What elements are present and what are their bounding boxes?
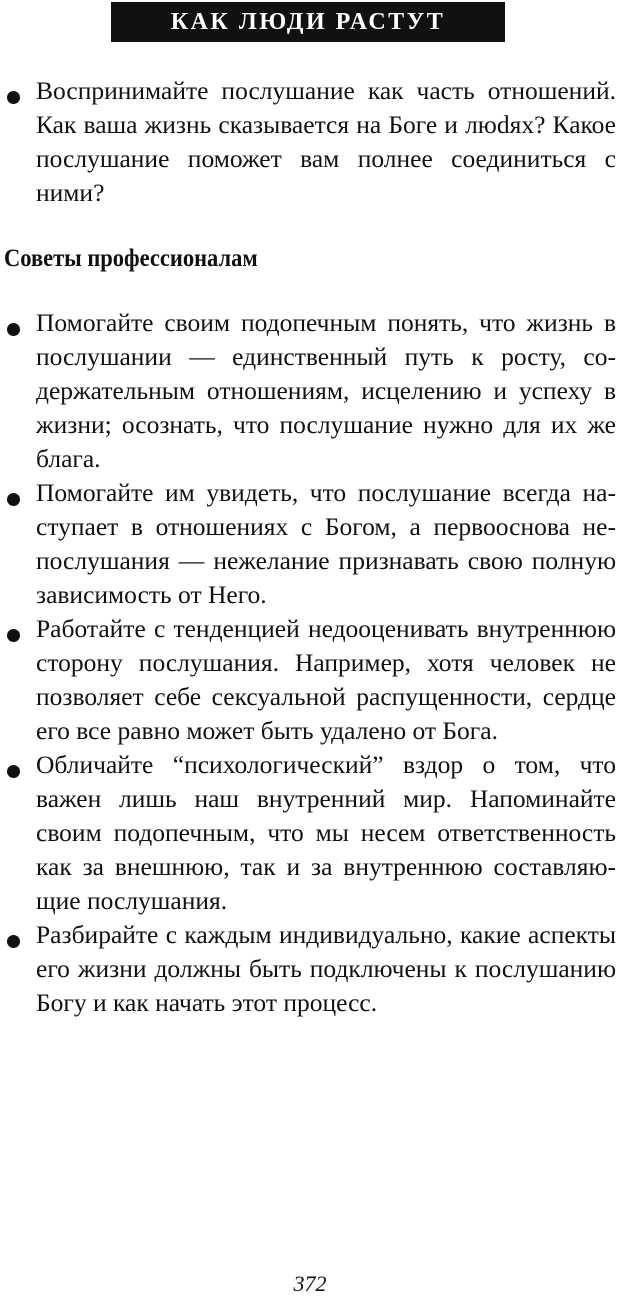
bullet-dot-icon [7,493,20,506]
bullet-dot-icon [7,765,20,778]
bullet-text: Помогайте им увидеть, что послушание всегда наступает в отношениях с Богом, а первооснова непослушания — нежелание признавать свою полную зависимость от Него. [36,478,616,609]
bullet-item [0,918,620,1020]
bullet-text: Разбирайте с каждым индивидуально, какие аспекты его жизни должны быть подключены к послушанию Богу и как начать этот процесс. [36,920,616,1017]
running-header: КАК ЛЮДИ РАСТУТ [111,2,505,42]
bullet-item [0,748,620,918]
section-heading: Советы профессионалам [4,245,258,272]
bullet-dot-icon [7,323,20,336]
page-number: 372 [293,1271,327,1296]
bullet-item [0,306,620,476]
bullet-dot-icon [7,935,20,948]
bullet-item [0,612,620,748]
bullet-text: Работайте с тенденцией недооценивать внутреннюю сторону послушания. Например, хотя человек не позволяет себе сексуальной распущенности, сердце его все равно может быть удалено от Бога. [36,614,616,745]
bullet-text: Обличайте “психологический” вздор о том, что важен лишь наш внутренний мир. Напоминайте своим подопечным, что мы несем ответственность как за внешнюю, так и за внутреннюю составляющие послушания. [36,750,616,915]
intro-bullet-list [0,74,620,210]
bullet-text: Воспринимайте послушание как часть отношений. Как ваша жизнь сказывается на Боге и люdях? Какое послушание поможет вам полнее соединиться с ними? [36,76,616,207]
bullet-item [0,476,620,612]
bullet-text: Помогайте своим подопечным понять, что жизнь в послушании — единственный путь к росту, содержательным отношениям, исцелению и успеху в жизни; осознать, что послушание нужно для их же блага. [36,308,616,473]
professional-tips-list [0,306,620,1020]
bullet-dot-icon [7,629,20,642]
bullet-dot-icon [7,91,20,104]
bullet-item [0,74,620,210]
